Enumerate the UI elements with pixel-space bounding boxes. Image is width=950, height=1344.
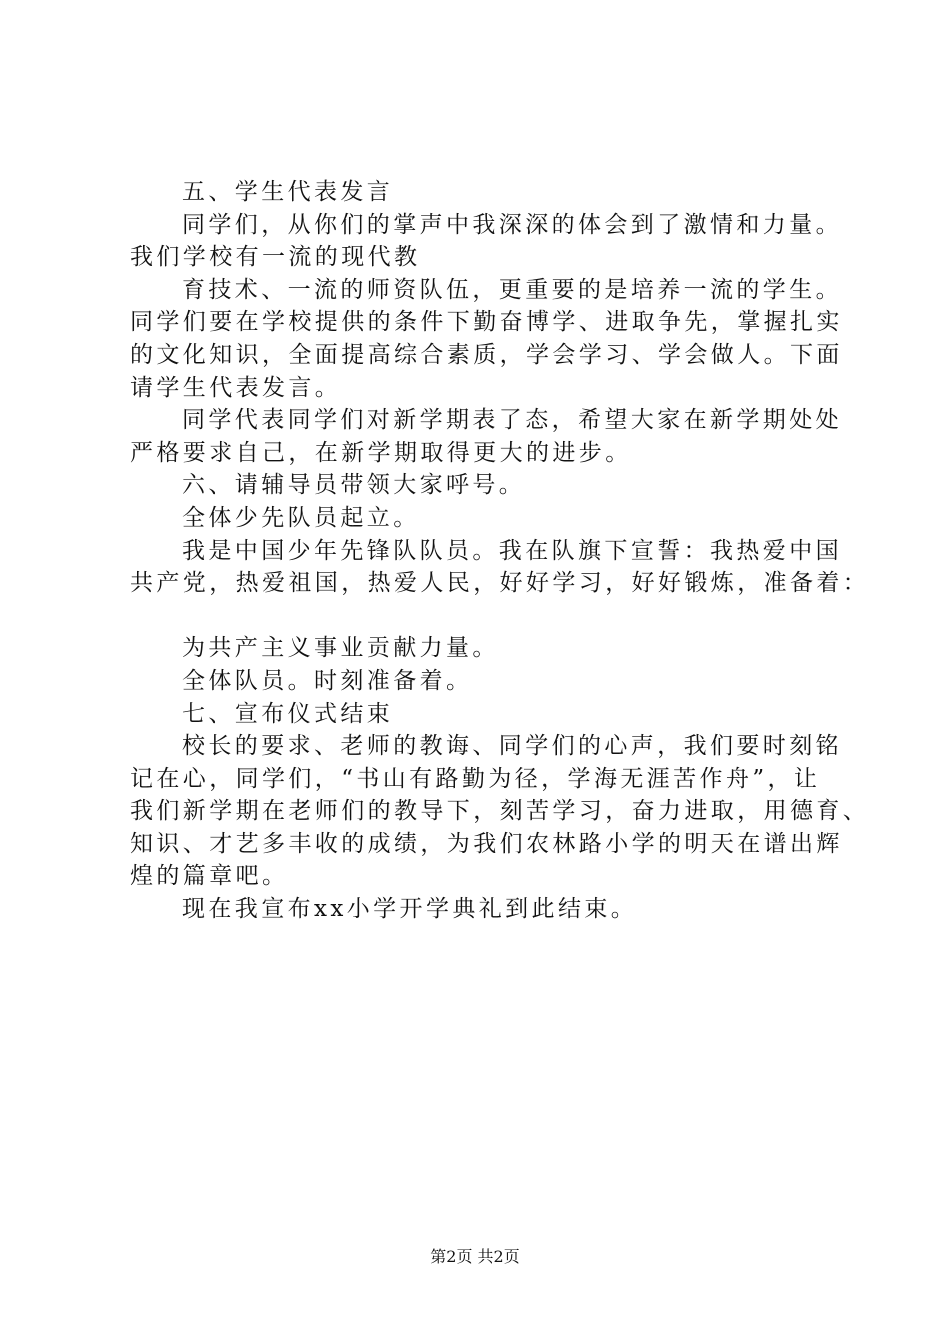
- section-heading-pledge: 六、请辅导员带领大家呼号。: [182, 472, 526, 499]
- page-number-footer: 第2页 共2页: [430, 1247, 520, 1266]
- paragraph-line: 为共产主义事业贡献力量。: [182, 635, 499, 662]
- paragraph-line: 全体少先队员起立。: [182, 504, 420, 531]
- blank-line: [130, 600, 836, 633]
- paragraph-line: 的文化知识，全面提高综合素质，学会学习、学会做人。下面: [130, 341, 843, 368]
- paragraph-line: 同学们要在学校提供的条件下勤奋博学、进取争先，掌握扎实: [130, 309, 843, 336]
- paragraph-line: 共产党，热爱祖国，热爱人民，好好学习，好好锻炼，准备着：: [130, 570, 870, 597]
- section-heading-closing: 七、宣布仪式结束: [182, 700, 394, 727]
- paragraph-line: 育技术、一流的师资队伍，更重要的是培养一流的学生。: [182, 276, 842, 303]
- paragraph-line: 校长的要求、老师的教诲、同学们的心声，我们要时刻铭: [182, 733, 842, 760]
- document-body: [130, 176, 870, 926]
- paragraph-line: 我们新学期在老师们的教导下，刻苦学习，奋力进取，用德育、: [130, 798, 870, 825]
- paragraph-line: 我们学校有一流的现代教: [130, 244, 421, 271]
- paragraph-line: 严格要求自己，在新学期取得更大的进步。: [130, 439, 632, 466]
- paragraph-line: 请学生代表发言。: [130, 374, 342, 401]
- paragraph-line: 知识、才艺多丰收的成绩，为我们农林路小学的明天在谱出辉: [130, 830, 843, 857]
- paragraph-line: 我是中国少年先锋队队员。我在队旗下宣誓：我热爱中国: [182, 537, 842, 564]
- paragraph-line: 同学代表同学们对新学期表了态，希望大家在新学期处处: [182, 407, 842, 434]
- paragraph-line: 全体队员。时刻准备着。: [182, 667, 473, 694]
- paragraph-line: 记在心，同学们，“书山有路勤为径，学海无涯苦作舟”，让: [130, 765, 821, 792]
- paragraph-line: 煌的篇章吧。: [130, 863, 289, 890]
- section-heading-student-speech: 五、学生代表发言: [182, 179, 394, 205]
- paragraph-line: 现在我宣布xx小学开学典礼到此结束。: [182, 896, 638, 923]
- paragraph-line: 同学们，从你们的掌声中我深深的体会到了激情和力量。: [182, 211, 842, 238]
